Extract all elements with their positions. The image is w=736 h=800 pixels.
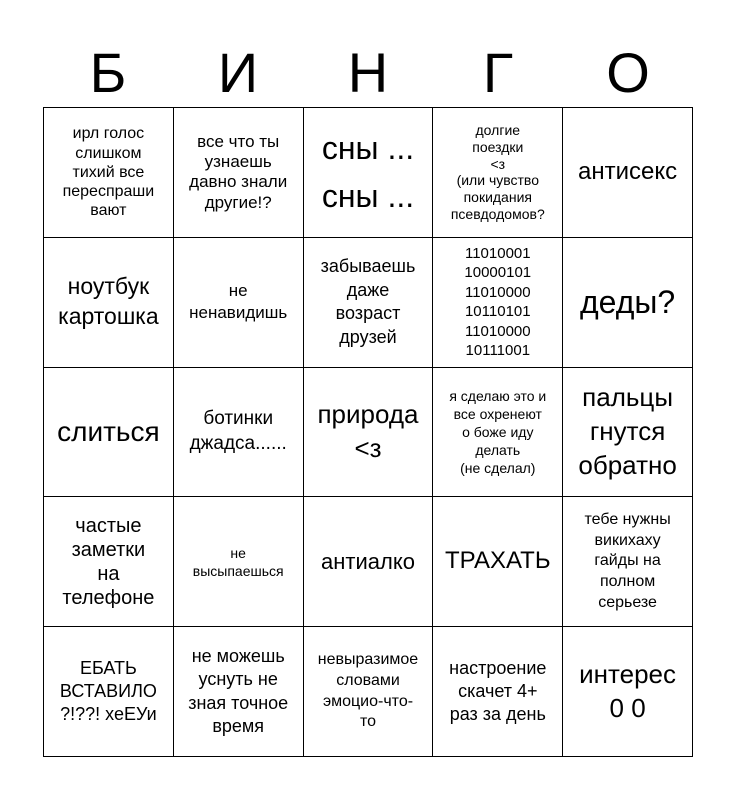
cell-text: природа <з [317,399,419,463]
cell-text: не высыпаешься [192,544,284,579]
bingo-cell-2-2[interactable] [174,238,304,368]
cell-text: я сделаю это и все охренеют о боже иду делать (не сделал) [449,387,547,477]
bingo-cell-5-1[interactable] [44,627,174,757]
bingo-cell-5-2[interactable] [174,627,304,757]
cell-text: ТРАХАТЬ [444,547,551,575]
bingo-cell-1-2[interactable] [174,108,304,238]
cell-text: невыразимое словами эмоцио-что- то [317,651,419,731]
bingo-cell-1-1[interactable] [44,108,174,238]
bingo-cell-3-5[interactable] [563,368,693,498]
header-letter-i: И [217,41,259,104]
bingo-cell-5-4[interactable] [433,627,563,757]
bingo-cell-4-4[interactable] [433,497,563,627]
bingo-cell-5-3[interactable] [304,627,434,757]
cell-text: все что ты узнаешь давно знали другие!? [189,131,288,212]
header-letter-o: О [606,41,650,104]
cell-text: ирл голос слишком тихий все переспраши вают [62,125,155,220]
cell-text: не можешь уснуть не зная точное время [188,645,289,736]
cell-text: не ненавидишь [189,281,288,323]
bingo-cell-2-4[interactable] [433,238,563,368]
bingo-grid [43,107,693,757]
bingo-cell-2-3[interactable] [304,238,434,368]
cell-text: сны ... сны ... [321,130,415,215]
bingo-cell-2-1[interactable] [44,238,174,368]
cell-text: антиалко [321,548,415,574]
bingo-cell-2-5[interactable] [563,238,693,368]
cell-text: настроение скачет 4+ раз за день [449,657,547,725]
bingo-cell-3-2[interactable] [174,368,304,498]
bingo-cell-3-3[interactable] [304,368,434,498]
cell-text: 11010001 10000101 11010000 10110101 11010000 10111001 [464,244,532,360]
cell-text: антисекс [578,158,678,185]
bingo-cell-3-1[interactable] [44,368,174,498]
cell-text: деды? [579,284,676,320]
bingo-cell-1-4[interactable] [433,108,563,238]
cell-text: ботинки джадса...... [189,408,287,454]
cell-text: забываешь даже возраст друзей [320,256,416,347]
header-letter-g: Г [482,41,514,104]
bingo-cell-4-5[interactable] [563,497,693,627]
cell-text: долгие поездки <з (или чувство покидания псевдодомов? [450,122,545,222]
cell-text: слиться [57,416,160,448]
bingo-cell-1-5[interactable] [563,108,693,238]
bingo-cell-4-2[interactable] [174,497,304,627]
cell-text: интерес 0 0 [579,658,677,723]
bingo-header [43,40,693,106]
bingo-cell-3-4[interactable] [433,368,563,498]
bingo-cell-4-1[interactable] [44,497,174,627]
cell-text: тебе нужны викихаху гайды на полном серьезе [584,510,671,611]
header-letter-b: Б [89,41,127,104]
bingo-cell-1-3[interactable] [304,108,434,238]
bingo-cell-4-3[interactable] [304,497,434,627]
bingo-cell-5-5[interactable] [563,627,693,757]
cell-text: частые заметки на телефоне [62,514,155,609]
header-letter-n: Н [347,41,389,104]
cell-text: ноутбук картошка [58,273,159,330]
cell-text: ЕБАТЬ ВСТАВИЛО ?!??! хеЕУи [59,657,157,725]
cell-text: пальцы гнутся обратно [578,382,677,480]
